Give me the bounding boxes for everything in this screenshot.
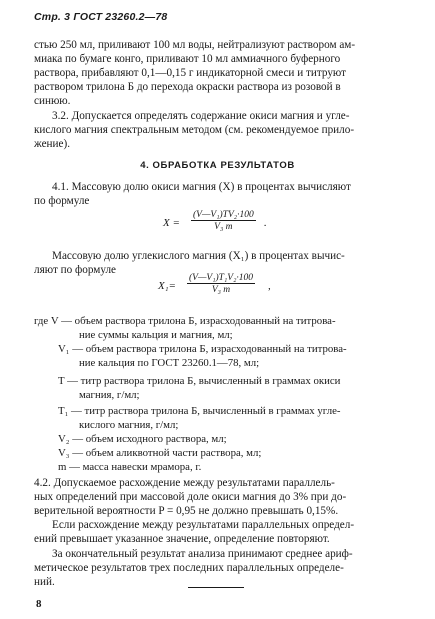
text-line: жение). bbox=[34, 138, 71, 150]
text-line: ных определений при массовой доле окиси магния до 3% при до- bbox=[34, 491, 347, 503]
definition-line: магния, г/мл; bbox=[79, 389, 140, 401]
page-number: 8 bbox=[36, 598, 42, 610]
fraction-numerator: (V—V₁)TV₂·100 bbox=[193, 210, 254, 220]
section-title: 4. ОБРАБОТКА РЕЗУЛЬТАТОВ bbox=[140, 160, 295, 171]
text-line: синюю. bbox=[34, 95, 71, 107]
formula-tail: . bbox=[264, 217, 267, 229]
text-line: ний. bbox=[34, 576, 55, 588]
text-line: Массовую долю углекислого магния (X₁) в процентах вычис- bbox=[52, 250, 345, 262]
definition-line: кислого магния, г/мл; bbox=[79, 419, 179, 431]
definition-line: ние кальция по ГОСТ 23260.1—78, мл; bbox=[79, 357, 260, 369]
definition-line: V₂ — объем исходного раствора, мл; bbox=[58, 433, 227, 445]
text-line: 4.1. Массовую долю окиси магния (X) в процентах вычисляют bbox=[52, 181, 351, 193]
text-line: ляют по формуле bbox=[34, 264, 116, 276]
text-line: 4.2. Допускаемое расхождение между результатами параллель- bbox=[34, 477, 335, 489]
text-line: Если расхождение между результатами параллельных определ- bbox=[52, 519, 355, 531]
definition-line: ние суммы кальция и магния, мл; bbox=[79, 329, 233, 341]
formula-lhs: X₁= bbox=[158, 280, 176, 292]
text-line: миака по бумаге конго, приливают 10 мл аммиачного буферного bbox=[34, 53, 341, 65]
definition-line: где V — объем раствора трилона Б, израсходованный на титрова- bbox=[34, 315, 336, 327]
running-header: Стр. 3 ГОСТ 23260.2—78 bbox=[34, 11, 168, 23]
formula-tail: , bbox=[268, 280, 271, 292]
formula-lhs: X = bbox=[163, 217, 180, 229]
definition-line: V₁ — объем раствора трилона Б, израсходованный на титрова- bbox=[58, 343, 347, 355]
fraction-denominator: V₃ m bbox=[214, 222, 233, 232]
text-line: метическое результатов трех последних параллельных определе- bbox=[34, 562, 344, 574]
definition-line: T₁ — титр раствора трилона Б, вычисленный в граммах угле- bbox=[58, 405, 341, 417]
text-line: раствором трилона Б до перехода окраски раствора из розовой в bbox=[34, 81, 341, 93]
definition-line: V₃ — объем аликвотной части раствора, мл; bbox=[58, 447, 262, 459]
text-line: верительной вероятности P = 0,95 не должно превышать 0,15%. bbox=[34, 505, 339, 517]
fraction bbox=[191, 210, 256, 232]
definition-line: m — масса навески мрамора, г. bbox=[58, 461, 202, 473]
fraction-denominator: V₃ m bbox=[211, 285, 231, 295]
fraction-numerator: (V—V₁)T₁V₂·100 bbox=[189, 273, 253, 283]
text-line: по формуле bbox=[34, 195, 90, 207]
text-line: За окончательный результат анализа принимают среднее ариф- bbox=[52, 548, 353, 560]
fraction bbox=[187, 273, 255, 295]
definition-line: T — титр раствора трилона Б, вычисленный в граммах окиси bbox=[58, 375, 341, 387]
text-line: раствора, прибавляют 0,1—0,15 г индикаторной смеси и титруют bbox=[34, 67, 347, 79]
text-line: кислого магния спектральным методом (см. рекомендуемое прило- bbox=[34, 124, 355, 136]
text-line: стью 250 мл, приливают 100 мл воды, нейтрализуют раствором ам- bbox=[34, 39, 356, 51]
text-line: 3.2. Допускается определять содержание окиси магния и угле- bbox=[52, 110, 350, 122]
text-line: ений превышает указанное значение, определение повторяют. bbox=[34, 533, 330, 545]
closing-rule bbox=[188, 587, 244, 588]
